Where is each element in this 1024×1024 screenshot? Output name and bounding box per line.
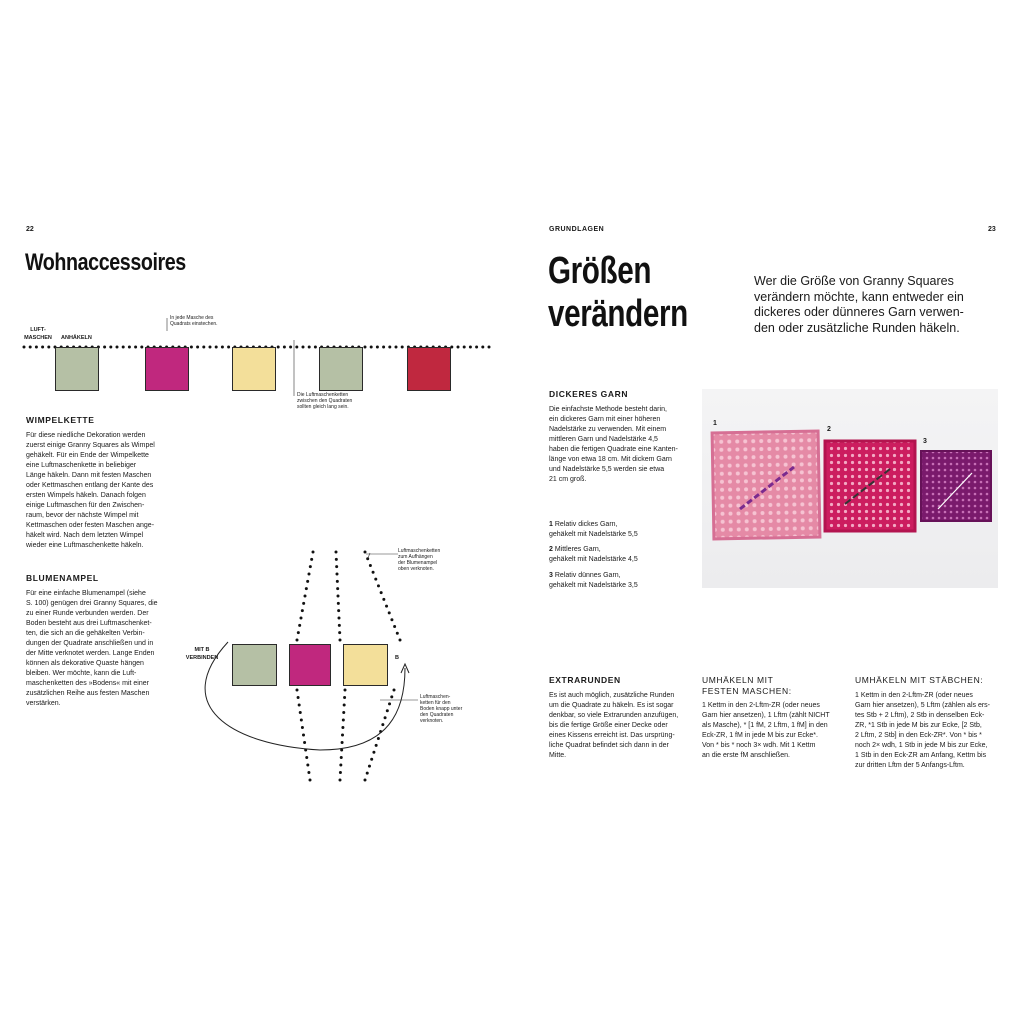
chain-dot <box>386 709 389 712</box>
chain-dot <box>377 584 380 587</box>
right-page-number: 23 <box>988 226 996 233</box>
pennant-square <box>319 347 363 391</box>
chain-dot <box>335 551 338 554</box>
chain-dot <box>122 346 125 349</box>
left-page-number: 22 <box>26 226 34 233</box>
chain-dot <box>335 565 338 568</box>
intro-text: Wer die Größe von Granny Squares verändern möchte, kann entweder ein dickeres oder dünneres Garn verwen- den oder zusätzliche Runden häkeln. <box>754 274 964 335</box>
chain-dot <box>336 580 339 583</box>
chain-dot <box>395 346 398 349</box>
chain-dot <box>338 624 341 627</box>
hanger-square <box>232 644 277 686</box>
chain-dot <box>366 557 369 560</box>
caption-3 <box>549 571 638 591</box>
heading-wimpelkette: WIMPELKETTE <box>26 415 95 425</box>
chain-dot <box>296 639 299 642</box>
chain-dot <box>344 689 347 692</box>
chain-dot <box>382 598 385 601</box>
chain-dot <box>341 734 344 737</box>
chain-dot <box>339 639 342 642</box>
caption-2 <box>549 545 638 565</box>
caption-number: 2 <box>549 546 553 553</box>
square-medium <box>825 441 915 531</box>
chain-dot <box>364 551 367 554</box>
note-boden: Luftmaschen- ketten für den Boden knapp unter den Quadraten verknoten. <box>420 694 463 724</box>
chain-dot <box>396 632 399 635</box>
chain-dot <box>307 771 310 774</box>
chain-dot <box>227 346 230 349</box>
caption-line2: gehäkelt mit Nadelstärke 4,5 <box>549 556 638 563</box>
chain-dot <box>297 631 300 634</box>
chain-dot <box>381 723 384 726</box>
chain-dot <box>393 625 396 628</box>
chain-dot <box>306 764 309 767</box>
chain-dot <box>295 346 298 349</box>
chain-dot <box>308 573 311 576</box>
caption-line1: Relativ dünnes Garn, <box>552 572 621 579</box>
pennant-square <box>55 347 99 391</box>
chain-dot <box>364 779 367 782</box>
caption-line1: Mittleres Garn, <box>552 546 601 553</box>
chain-dot <box>369 564 372 567</box>
text-extrarunden: Es ist auch möglich, zusätzliche Runden um die Quadrate zu häkeln. Es ist sogar denkbar, so viele Extrarunden anzufügen, bis die fertige Größe einer Decke oder eines Kissens erreicht ist. Das ursprüng- liche Quadrat befindet sich dann in der Mitte. <box>549 692 679 759</box>
chain-dot <box>372 751 375 754</box>
chain-dot <box>336 587 339 590</box>
chain-dot <box>23 346 26 349</box>
hanger-square <box>343 644 388 686</box>
chain-dot <box>481 346 484 349</box>
chain-dot <box>296 689 299 692</box>
text-blumenampel: Für eine einfache Blumenampel (siehe S. 100) genügen drei Granny Squares, die zu einer Runde verbunden werden. Der Boden besteht aus drei Luftmaschenket- ten, die sich an die gehäkelten Verbin- dungen der Quadrate anschließen und in der Mitte verknotet werden. Lange Enden können als dekorative Quaste hängen bleiben. Wer möchte, kann die Luft- maschenketten des »Bodens« mit einer zusätzlichen Reihe aus festen Maschen verstärken. <box>26 590 158 707</box>
chain-dot <box>305 587 308 590</box>
chain-dot <box>388 346 391 349</box>
chain-dot <box>202 346 205 349</box>
chain-dot <box>393 689 396 692</box>
chain-dot <box>399 639 402 642</box>
chain-dot <box>374 578 377 581</box>
pennant-square <box>145 347 189 391</box>
chain-dot <box>385 605 388 608</box>
chain-dot <box>401 346 404 349</box>
chain-dot <box>190 346 193 349</box>
chain-dot <box>116 346 119 349</box>
chain-dot <box>376 346 379 349</box>
text-feste-maschen: 1 Kettm in den 2-Lftm-ZR (oder neues Garn hier ansetzen), 1 Lftm (zählt NICHT als Masche), * [1 fM, 2 Lftm, 1 fM] in den Eck-ZR, 1 fM in jede M bis zur Ecke*. Von * bis * noch 3× wdh. Mit 1 Kettm an die erste fM anschließen. <box>702 702 830 759</box>
chain-dot <box>388 611 391 614</box>
note-einstechen: In jede Masche des Quadrats einstechen. <box>170 315 218 327</box>
chain-dot <box>128 346 131 349</box>
note-gleich-lang: Die Luftmaschenketten zwischen den Quadraten sollten gleich lang sein. <box>297 392 353 410</box>
chain-dot <box>377 737 380 740</box>
chain-dot <box>303 741 306 744</box>
heading-blumenampel: BLUMENAMPEL <box>26 573 99 583</box>
chain-dot <box>302 734 305 737</box>
chain-dot <box>29 346 32 349</box>
chain-dot <box>375 744 378 747</box>
chain-dot <box>342 719 345 722</box>
pennant-square <box>232 347 276 391</box>
pennant-square <box>407 347 451 391</box>
chain-dot <box>209 346 212 349</box>
chain-dot <box>312 551 315 554</box>
label-anhaekeln: ANHÄKELN <box>61 335 92 341</box>
note-aufhaengen: Luftmaschenketten zum Aufhängen der Blumenampel oben verknoten. <box>398 548 441 572</box>
chain-dot <box>339 764 342 767</box>
chain-dot <box>390 618 393 621</box>
heading-dickeres-garn: DICKERES GARN <box>549 389 629 399</box>
chain-dot <box>277 346 280 349</box>
chain-dot <box>196 346 199 349</box>
hanger-square <box>289 644 331 686</box>
chain-dot <box>301 609 304 612</box>
chain-dot <box>298 624 301 627</box>
chain-dot <box>338 631 341 634</box>
chain-dot <box>300 617 303 620</box>
chain-dot <box>339 771 342 774</box>
chain-dot <box>342 711 345 714</box>
chain-dot <box>488 346 491 349</box>
label-luftmaschen: LUFT- MASCHEN <box>24 327 52 341</box>
chain-dot <box>337 609 340 612</box>
chain-dot <box>300 719 303 722</box>
caption-number: 1 <box>549 521 553 528</box>
square-thin <box>921 451 991 521</box>
chain-dot <box>140 346 143 349</box>
chain-dot <box>309 779 312 782</box>
running-head: GRUNDLAGEN <box>549 226 605 233</box>
chain-dot <box>306 580 309 583</box>
chain-dot <box>41 346 44 349</box>
chain-dot <box>366 772 369 775</box>
chain-dot <box>289 346 292 349</box>
chain-dot <box>336 573 339 576</box>
chain-dot <box>341 741 344 744</box>
chain-dot <box>341 726 344 729</box>
chain-dot <box>301 726 304 729</box>
right-title-line2: verändern <box>548 293 688 335</box>
photo-label-2: 2 <box>827 426 831 433</box>
chain-dot <box>304 595 307 598</box>
chain-dot <box>343 696 346 699</box>
heading-extrarunden: EXTRARUNDEN <box>549 675 621 685</box>
heading-feste-maschen: UMHÄKELN MIT FESTEN MASCHEN: <box>702 675 792 696</box>
caption-line2: gehäkelt mit Nadelstärke 5,5 <box>549 531 638 538</box>
granny-squares-photo <box>702 389 998 588</box>
text-staebchen: 1 Kettm in den 2-Lftm-ZR (oder neues Garn hier ansetzen), 5 Lftm (zählen als ers- tes Stb + 2 Lftm), 2 Stb in denselben Eck- ZR, *1 Stb in jede M bis zur Ecke, [2 Stb, 2 Lftm, 2 Stb] in den Eck-ZR*. Von * bis * noch 2× wdh, 1 Stb in jede M bis zur Ecke, 1 Stb in den Eck-ZR am Anfang, Kettm bis zur dritten Lftm der 5 Anfangs-Lftm. <box>855 692 991 769</box>
chain-dot <box>297 696 300 699</box>
left-page-title: Wohnaccessoires <box>25 249 186 276</box>
chain-dot <box>388 702 391 705</box>
chain-dot <box>340 756 343 759</box>
chain-dot <box>283 346 286 349</box>
chain-dot <box>309 565 312 568</box>
chain-dot <box>337 595 340 598</box>
chain-dot <box>390 695 393 698</box>
chain-dot <box>338 617 341 620</box>
chain-dot <box>335 558 338 561</box>
chain-dot <box>103 346 106 349</box>
heading-staebchen: UMHÄKELN MIT STÄBCHEN: <box>855 675 984 685</box>
chain-dot <box>457 346 460 349</box>
chain-dot <box>384 716 387 719</box>
label-b: B <box>395 655 399 661</box>
chain-dot <box>372 571 375 574</box>
chain-dot <box>343 704 346 707</box>
chain-dot <box>298 704 301 707</box>
chain-dot <box>475 346 478 349</box>
chain-dot <box>337 602 340 605</box>
chain-dot <box>370 346 373 349</box>
chain-dot <box>364 346 367 349</box>
chain-dot <box>109 346 112 349</box>
chain-dot <box>339 779 342 782</box>
chain-dot <box>35 346 38 349</box>
photo-label-3: 3 <box>923 438 927 445</box>
caption-line2: gehäkelt mit Nadelstärke 3,5 <box>549 582 638 589</box>
text-dickeres-garn: Die einfachste Methode besteht darin, ein dickeres Garn mit einer höheren Nadelstärke zu verwenden. Mit einem mittleren Garn und Nadelstärke 4,5 haben die fertigen Quadrate eine Kanten- länge von etwa 18 cm. Mit dickem Garn und Nadelstärke 5,5 werden sie etwa 21 cm groß. <box>549 406 678 483</box>
caption-1 <box>549 520 638 540</box>
square-thick <box>712 431 820 539</box>
chain-dot <box>469 346 472 349</box>
chain-dot <box>134 346 137 349</box>
right-title-line1: Größen <box>548 250 652 292</box>
chain-dot <box>305 756 308 759</box>
chain-dot <box>314 346 317 349</box>
chain-dot <box>302 602 305 605</box>
chain-dot <box>368 765 371 768</box>
chain-dot <box>221 346 224 349</box>
chain-dot <box>302 346 305 349</box>
chain-dot <box>380 591 383 594</box>
chain-dot <box>463 346 466 349</box>
photo-label-1: 1 <box>713 420 717 427</box>
label-mit-b-verbinden: MIT B VERBINDEN <box>185 647 219 661</box>
photo-illustration <box>702 389 998 588</box>
text-wimpelkette: Für diese niedliche Dekoration werden zuerst einige Granny Squares als Wimpel gehäkelt. Für ein Ende der Wimpelkette eine Luftmaschenkette in beliebiger Länge häkeln. Dann mit festen Maschen oder Kettmaschen entlang der Kante des ersten Wimpels häkeln. Danach folgen einige Luftmaschen für den Zwischen- raum, bevor der nächste Wimpel mit Kettmaschen oder festen Maschen ange- häkelt wird. Nach dem letzten Wimpel wieder eine Luftmaschenkette häkeln. <box>26 432 155 549</box>
caption-number: 3 <box>549 572 553 579</box>
chain-dot <box>308 346 311 349</box>
chain-dot <box>299 711 302 714</box>
caption-line1: Relativ dickes Garn, <box>552 521 618 528</box>
chain-dot <box>215 346 218 349</box>
chain-dot <box>370 758 373 761</box>
chain-dot <box>47 346 50 349</box>
chain-dot <box>382 346 385 349</box>
chain-dot <box>310 558 313 561</box>
